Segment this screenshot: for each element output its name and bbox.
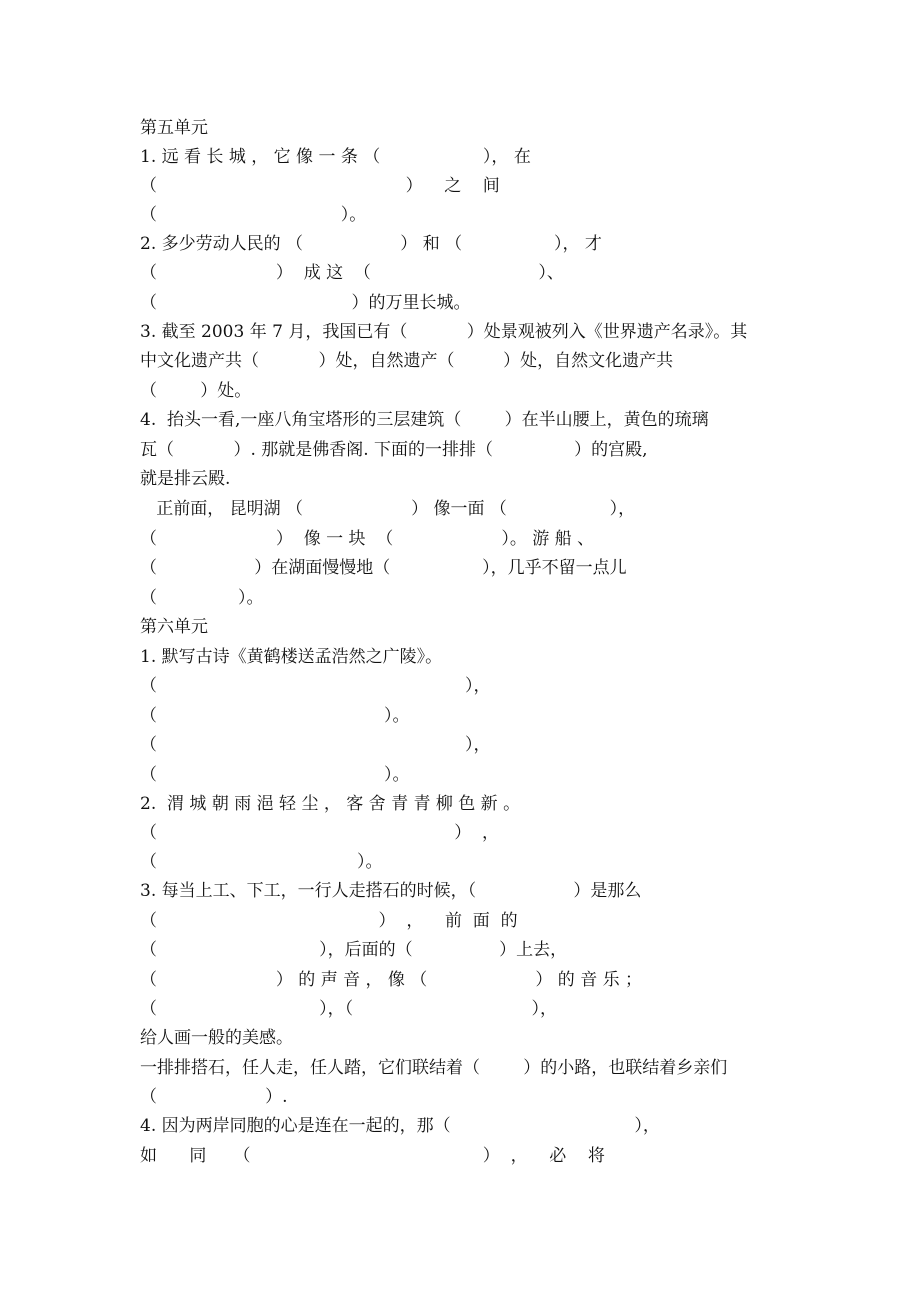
text-line: （ ）。 [140, 765, 410, 785]
text-line: （ ）处。 [140, 381, 252, 401]
text-line: 给人画一般的美感。 [140, 1028, 293, 1048]
text-line: 4. 因为两岸同胞的心是连在一起的，那（ ）， [140, 1116, 660, 1136]
text-line: 瓦（ ）. 那就是佛香阁. 下面的一排排（ ）的宫殿, [140, 440, 648, 460]
text-line: 一排排搭石，任人走，任人踏，它们联结着（ ）的小路，也联结着乡亲们 [140, 1058, 728, 1078]
text-line: 1. 远 看 长 城 ， 它 像 一 条 （ ）， 在 [140, 147, 531, 167]
text-line: （ ）。 [140, 588, 264, 608]
text-line: 中文化遗产共（ ）处，自然遗产（ ）处，自然文化遗产共 [140, 351, 674, 371]
text-line: 2. 渭 城 朝 雨 浥 轻 尘 ， 客 舍 青 青 柳 色 新 。 [140, 794, 521, 814]
text-line: 就是排云殿. [140, 469, 231, 489]
text-line: （ ），后面的（ ）上去， [140, 940, 568, 960]
text-line: 3. 截至 2003 年 7 月，我国已有（ ）处景观被列入《世界遗产名录》。其 [140, 322, 748, 342]
text-line: （ ） ， [140, 823, 500, 843]
text-line: 正前面， 昆明湖 （ ） 像一面 （ ）， [140, 499, 636, 519]
text-line: （ ）， [140, 735, 491, 755]
text-line: （ ）。 [140, 852, 383, 872]
text-line: （ ）。 [140, 205, 367, 225]
section-heading: 第五单元 [140, 118, 208, 138]
text-line: （ ） 之 间 [140, 176, 500, 196]
text-line: 如 同 （ ） ， 必 将 [140, 1146, 605, 1166]
section-heading: 第六单元 [140, 617, 208, 637]
text-line: （ ） 成 这 （ ）、 [140, 263, 564, 283]
text-line: 3. 每当上工、下工，一行人走搭石的时候，（ ）是那么 [140, 881, 642, 901]
text-line: （ ）的万里长城。 [140, 293, 471, 313]
text-line: 2. 多少劳动人民的 （ ） 和 （ ）， 才 [140, 234, 602, 254]
text-line: 1. 默写古诗《黄鹤楼送孟浩然之广陵》。 [140, 647, 443, 667]
text-line: （ ）在湖面慢慢地（ ），几乎不留一点儿 [140, 558, 627, 578]
text-line: （ ）。 [140, 706, 410, 726]
text-line: 4. 抬头一看,一座八角宝塔形的三层建筑（ ）在半山腰上，黄色的琉璃 [140, 410, 709, 430]
text-line: （ ） 像 一 块 （ ）。 游 船 、 [140, 529, 595, 549]
text-line: （ ）. [140, 1087, 288, 1107]
text-line: （ ），（ ）， [140, 999, 557, 1019]
text-line: （ ） 的 声 音 ， 像 （ ） 的 音 乐 ； [140, 970, 642, 990]
text-line: （ ）， [140, 676, 491, 696]
text-line: （ ） ， 前 面 的 [140, 911, 518, 931]
